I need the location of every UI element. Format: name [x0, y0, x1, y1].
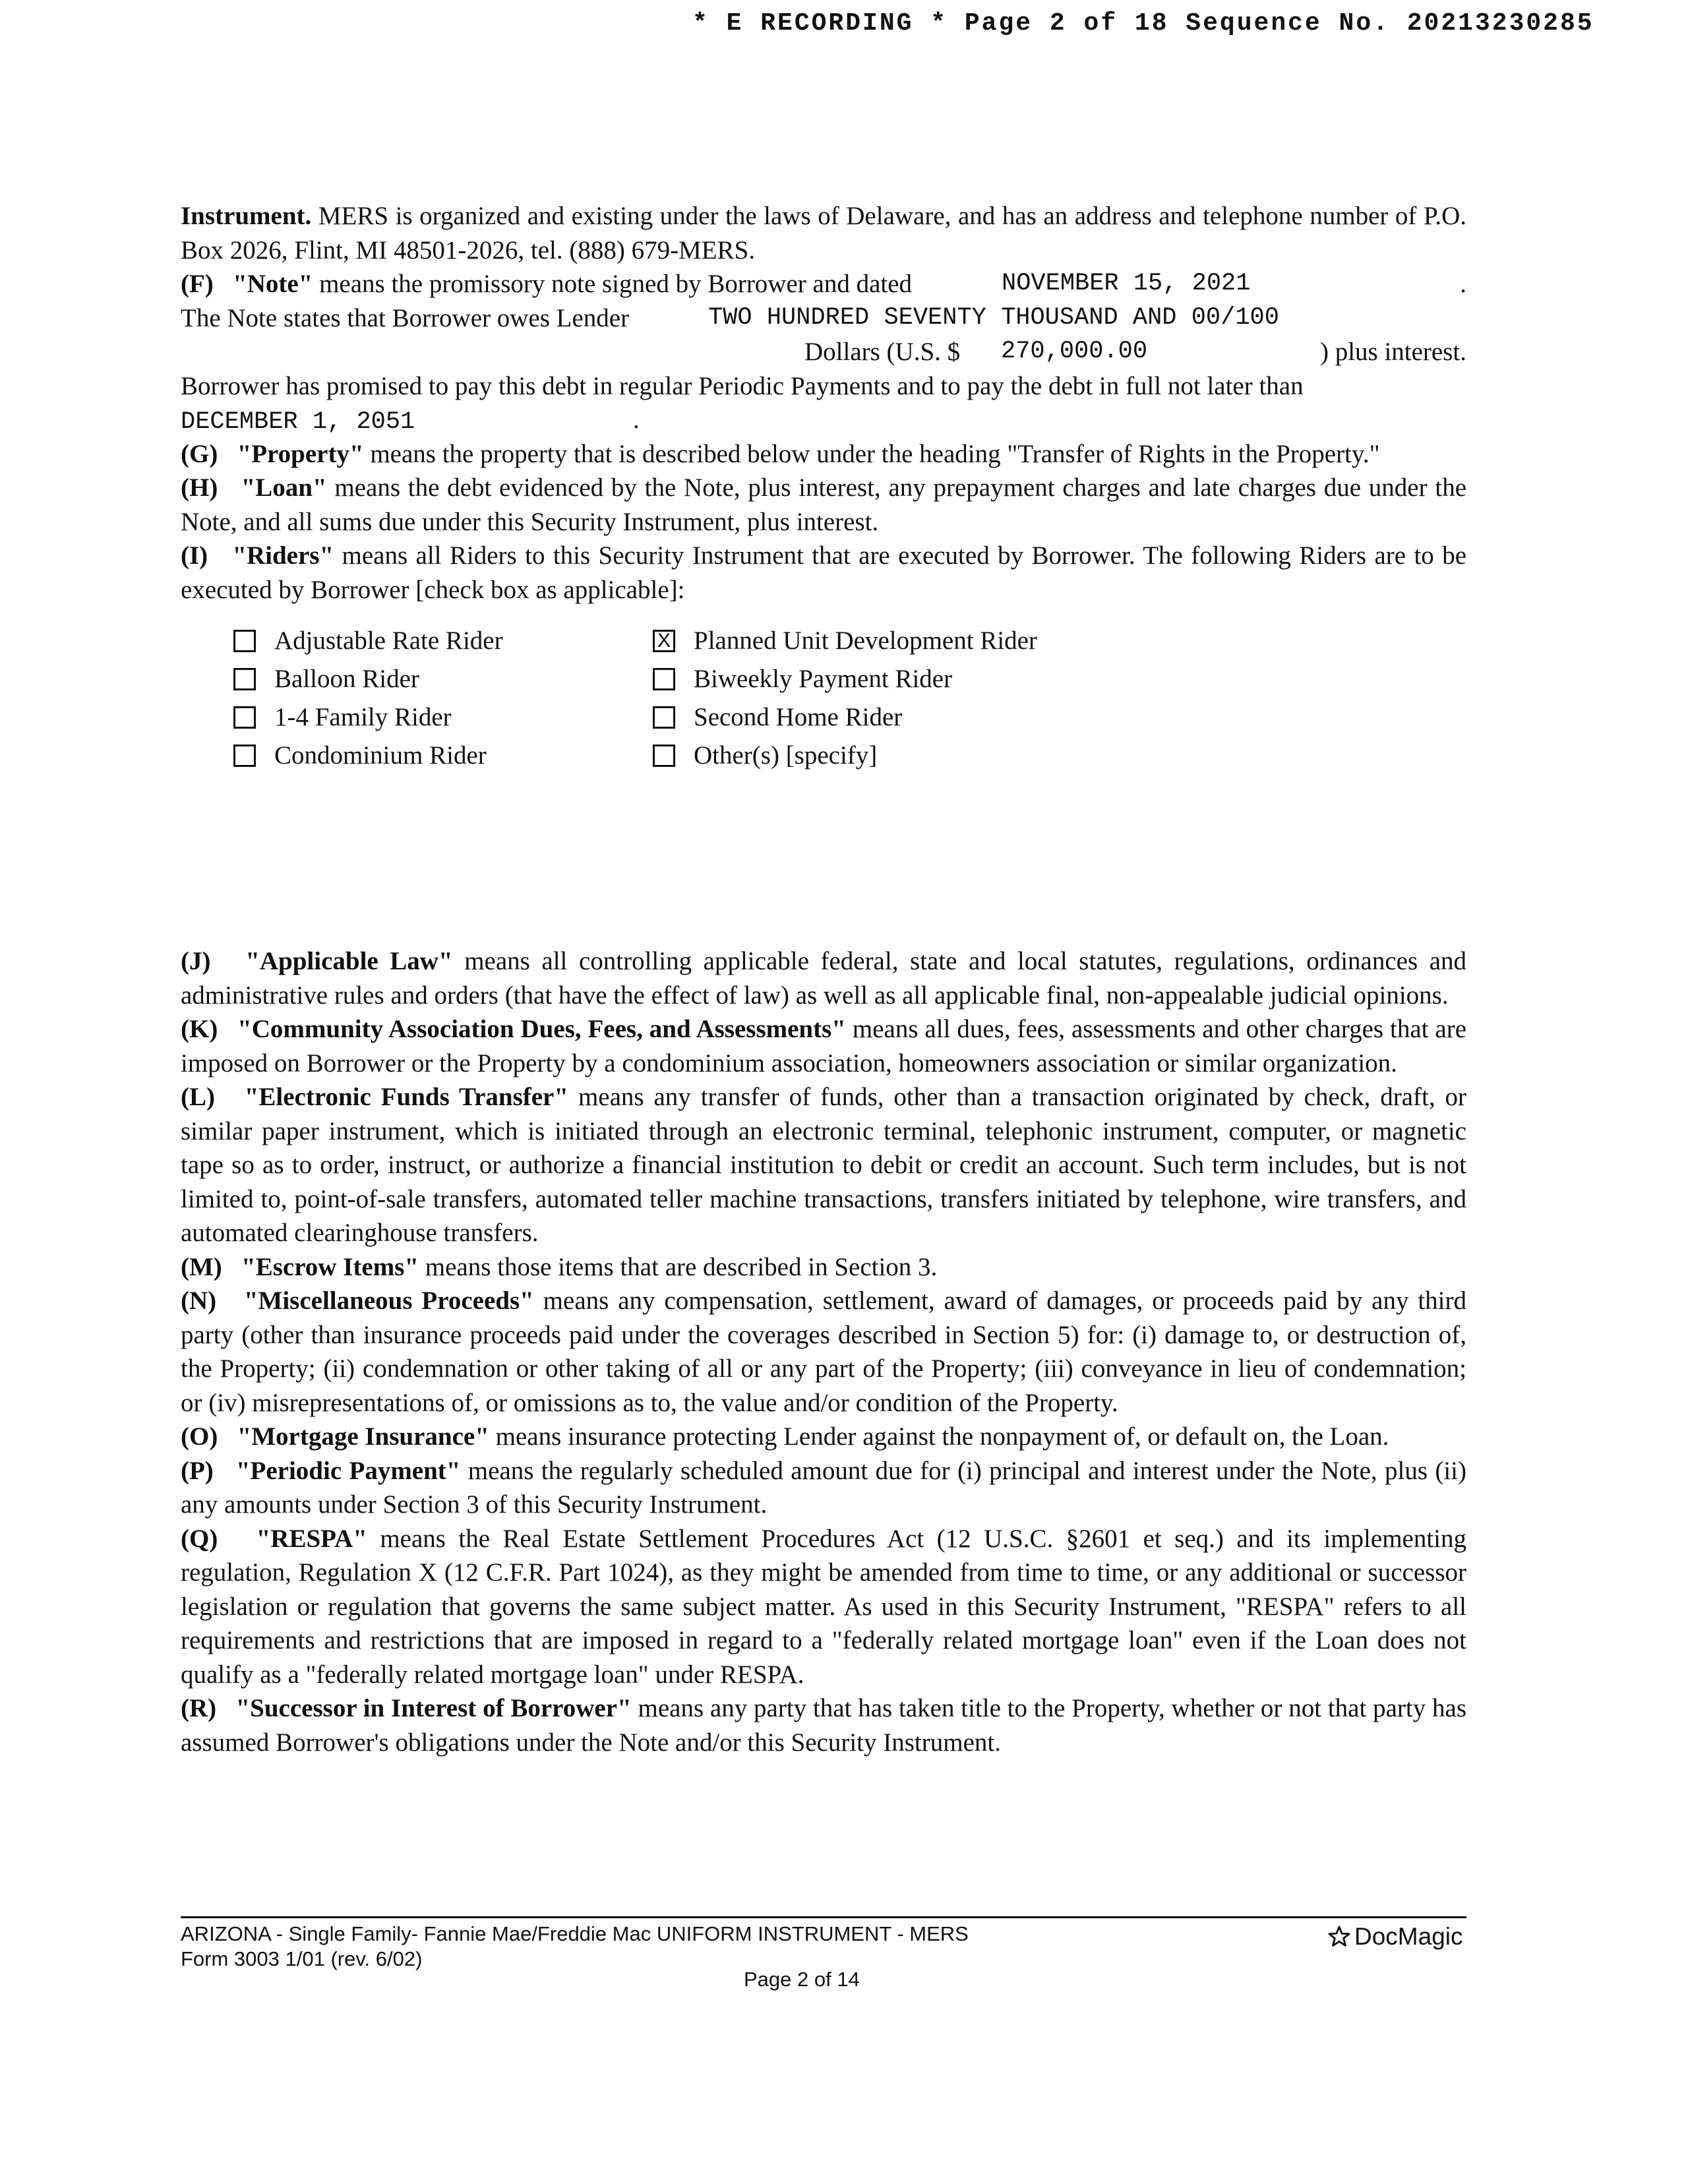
note-definition: [181, 267, 1466, 437]
definition-applicable-law: [181, 944, 1466, 1012]
definition-term: "Electronic Funds Transfer": [244, 1083, 569, 1111]
note-period: .: [1460, 270, 1466, 298]
rider-planned-unit-development[interactable]: [653, 624, 1037, 658]
checkbox[interactable]: [653, 668, 675, 690]
definition-text: means insurance protecting Lender against the nonpayment of, or default on, the Loan.: [489, 1422, 1389, 1451]
definition-miscellaneous-proceeds: [181, 1284, 1466, 1420]
logo-text: DocMagic: [1354, 1923, 1463, 1950]
definition-electronic-funds-transfer: [181, 1080, 1466, 1250]
definition-text: means any compensation, settlement, award of damages, or proceeds paid by any third party (other than insurance proceeds paid under the coverages described in Section 5) for: (i) damage to, or destruction of, the Property; (ii) condemnation or other taking of all or any part of the Property; (iii) conveyance in lieu of condemnation; or (iv) misrepresentations of, or omissions as to, the value and/or condition of the Property.: [181, 1287, 1467, 1417]
definition-text: means the regularly scheduled amount due for (i) principal and interest under the Note, plus (ii) any amounts under Section 3 of this Security Instrument.: [181, 1456, 1467, 1519]
definition-text: means the Real Estate Settlement Procedures Act (12 U.S.C. §2601 et seq.) and its implementing regulation, Regulation X (12 C.F.R. Part 1024), as they might be amended from time to time, or any additional or successor legislation or regulation that governs the same subject matter. As used in this Security Instrument, "RESPA" refers to all requirements and restrictions that are imposed in regard to a "federally related mortgage loan" even if the Loan does not qualify as a "federally related mortgage loan" under RESPA.: [181, 1524, 1467, 1689]
definition-letter: (N): [181, 1287, 217, 1315]
note-date-field: NOVEMBER 15, 2021: [1002, 270, 1251, 297]
rider-label: Balloon Rider: [274, 665, 419, 693]
definition-loan: [181, 471, 1466, 539]
intro-text: MERS is organized and existing under the laws of Delaware, and has an address and telephone number of P.O. Box 2026, Flint, MI 48501-2026, tel. (888) 679-MERS.: [181, 202, 1466, 264]
definition-letter: (O): [181, 1422, 218, 1451]
definition-letter: (J): [181, 947, 211, 975]
note-letter: (F): [181, 270, 214, 298]
rider-second-home[interactable]: [653, 700, 902, 735]
checkbox[interactable]: [653, 744, 675, 767]
form-identifier: [181, 1922, 969, 1972]
definition-escrow-items: [181, 1250, 1466, 1285]
definition-successor-in-interest: [181, 1691, 1466, 1759]
footer-divider: [181, 1916, 1466, 1918]
checkbox[interactable]: [233, 706, 256, 729]
page-number: Page 2 of 14: [744, 1968, 860, 1991]
form-line-2: Form 3003 1/01 (rev. 6/02): [181, 1947, 423, 1970]
definition-term: "Riders": [232, 541, 334, 570]
checkbox[interactable]: [653, 706, 675, 729]
definition-text: means all Riders to this Security Instrument that are executed by Borrower. The following Riders are to be executed by Borrower [check box as applicable]:: [181, 541, 1467, 604]
checkbox[interactable]: [233, 744, 256, 767]
rider-label: Biweekly Payment Rider: [694, 665, 953, 693]
note-line-5: [181, 403, 1466, 437]
note-line-3: [181, 335, 1466, 369]
maturity-period: .: [633, 406, 640, 434]
definition-term: "Periodic Payment": [235, 1456, 461, 1485]
definition-text: means all dues, fees, assessments and other charges that are imposed on Borrower or the Property by a condominium association, homeowners association or similar organization.: [181, 1015, 1467, 1077]
maturity-date-field: DECEMBER 1, 2051: [181, 408, 415, 436]
note-line-2: [181, 301, 1466, 336]
rider-label: Condominium Rider: [274, 741, 487, 770]
definition-mortgage-insurance: [181, 1420, 1466, 1454]
definition-term: "RESPA": [256, 1524, 367, 1553]
definition-letter: (L): [181, 1083, 215, 1111]
checkbox[interactable]: [233, 630, 256, 652]
docmagic-logo: [1327, 1923, 1463, 1951]
rider-1-4-family[interactable]: [233, 700, 452, 735]
intro-paragraph: [181, 199, 1466, 267]
rider-label: Planned Unit Development Rider: [694, 626, 1037, 655]
definition-term: "Miscellaneous Proceeds": [243, 1287, 534, 1315]
star-icon: [1327, 1924, 1352, 1949]
rider-adjustable-rate[interactable]: [233, 624, 503, 658]
rider-condominium[interactable]: [233, 739, 487, 773]
definition-letter: (G): [181, 439, 218, 468]
note-term: "Note": [233, 270, 313, 298]
definition-text: means all controlling applicable federal, state and local statutes, regulations, ordinances and administrative rules and orders (that have the effect of law) as well as all applicable final, non-appealable judicial opinions.: [181, 947, 1467, 1010]
note-text-3: Borrower has promised to pay this debt in regular Periodic Payments and to pay the debt in full not later than: [181, 371, 1304, 400]
note-line-1: [181, 267, 1466, 301]
checkbox[interactable]: [233, 668, 256, 690]
definition-term: "Applicable Law": [245, 947, 453, 975]
checkbox-checked[interactable]: X: [653, 630, 675, 652]
definition-term: "Successor in Interest of Borrower": [235, 1694, 632, 1722]
definition-text: means any party that has taken title to the Property, whether or not that party has assumed Borrower's obligations under the Note and/or this Security Instrument.: [181, 1694, 1467, 1757]
intro-lead: Instrument.: [181, 202, 312, 230]
definition-term: "Property": [237, 439, 364, 468]
rider-balloon[interactable]: [233, 662, 419, 696]
definition-letter: (P): [181, 1456, 214, 1485]
rider-label: Second Home Rider: [694, 703, 903, 731]
definition-riders: [181, 539, 1466, 607]
rider-label: Adjustable Rate Rider: [274, 626, 503, 655]
note-text-2: The Note states that Borrower owes Lender: [181, 303, 630, 332]
form-line-1: ARIZONA - Single Family- Fannie Mae/Freddie Mac UNIFORM INSTRUMENT - MERS: [181, 1922, 969, 1945]
recording-header: * E RECORDING * Page 2 of 18 Sequence No. 20213230285: [692, 9, 1594, 38]
definition-term: "Community Association Dues, Fees, and Assessments": [237, 1015, 846, 1043]
definition-letter: (Q): [181, 1524, 218, 1553]
definition-term: "Mortgage Insurance": [237, 1422, 489, 1451]
definition-term: "Escrow Items": [241, 1252, 419, 1281]
definition-text: means the property that is described below under the heading "Transfer of Rights in the Property.": [363, 439, 1380, 468]
rider-label: 1-4 Family Rider: [274, 703, 452, 731]
definition-term: "Loan": [241, 473, 327, 502]
definition-periodic-payment: [181, 1454, 1466, 1522]
rider-biweekly-payment[interactable]: [653, 662, 952, 696]
note-text-1: means the promissory note signed by Borrower and dated: [313, 270, 913, 298]
riders-checklist: [181, 624, 1466, 802]
definition-text: means the debt evidenced by the Note, plus interest, any prepayment charges and late charges due under the Note, and all sums due under this Security Instrument, plus interest.: [181, 473, 1467, 536]
definition-property: [181, 437, 1466, 471]
definition-letter: (K): [181, 1015, 218, 1043]
definition-community-association: [181, 1012, 1466, 1080]
note-amount-field: 270,000.00: [1001, 338, 1148, 365]
definition-letter: (H): [181, 473, 218, 502]
document-body: [181, 199, 1466, 1759]
definition-text: means those items that are described in Section 3.: [419, 1252, 938, 1281]
definition-text: means any transfer of funds, other than a transaction originated by check, draft, or similar paper instrument, which is initiated through an electronic terminal, telephonic instrument, computer, or magnetic tape so as to order, instruct, or authorize a financial institution to debit or credit an account. Such term includes, but is not limited to, point-of-sale transfers, automated teller machine transactions, transfers initiated by telephone, wire transfers, and automated clearinghouse transfers.: [181, 1083, 1467, 1247]
plus-interest-text: ) plus interest.: [1319, 338, 1466, 366]
dollars-label: Dollars (U.S. $: [804, 338, 961, 366]
rider-label: Other(s) [specify]: [694, 741, 878, 770]
definition-letter: (R): [181, 1694, 217, 1722]
definition-respa: [181, 1522, 1466, 1692]
definition-letter: (M): [181, 1252, 222, 1281]
definition-letter: (I): [181, 541, 208, 570]
rider-other[interactable]: [653, 739, 877, 773]
note-amount-words-field: TWO HUNDRED SEVENTY THOUSAND AND 00/100: [708, 303, 1279, 332]
spacer: [181, 802, 1466, 944]
